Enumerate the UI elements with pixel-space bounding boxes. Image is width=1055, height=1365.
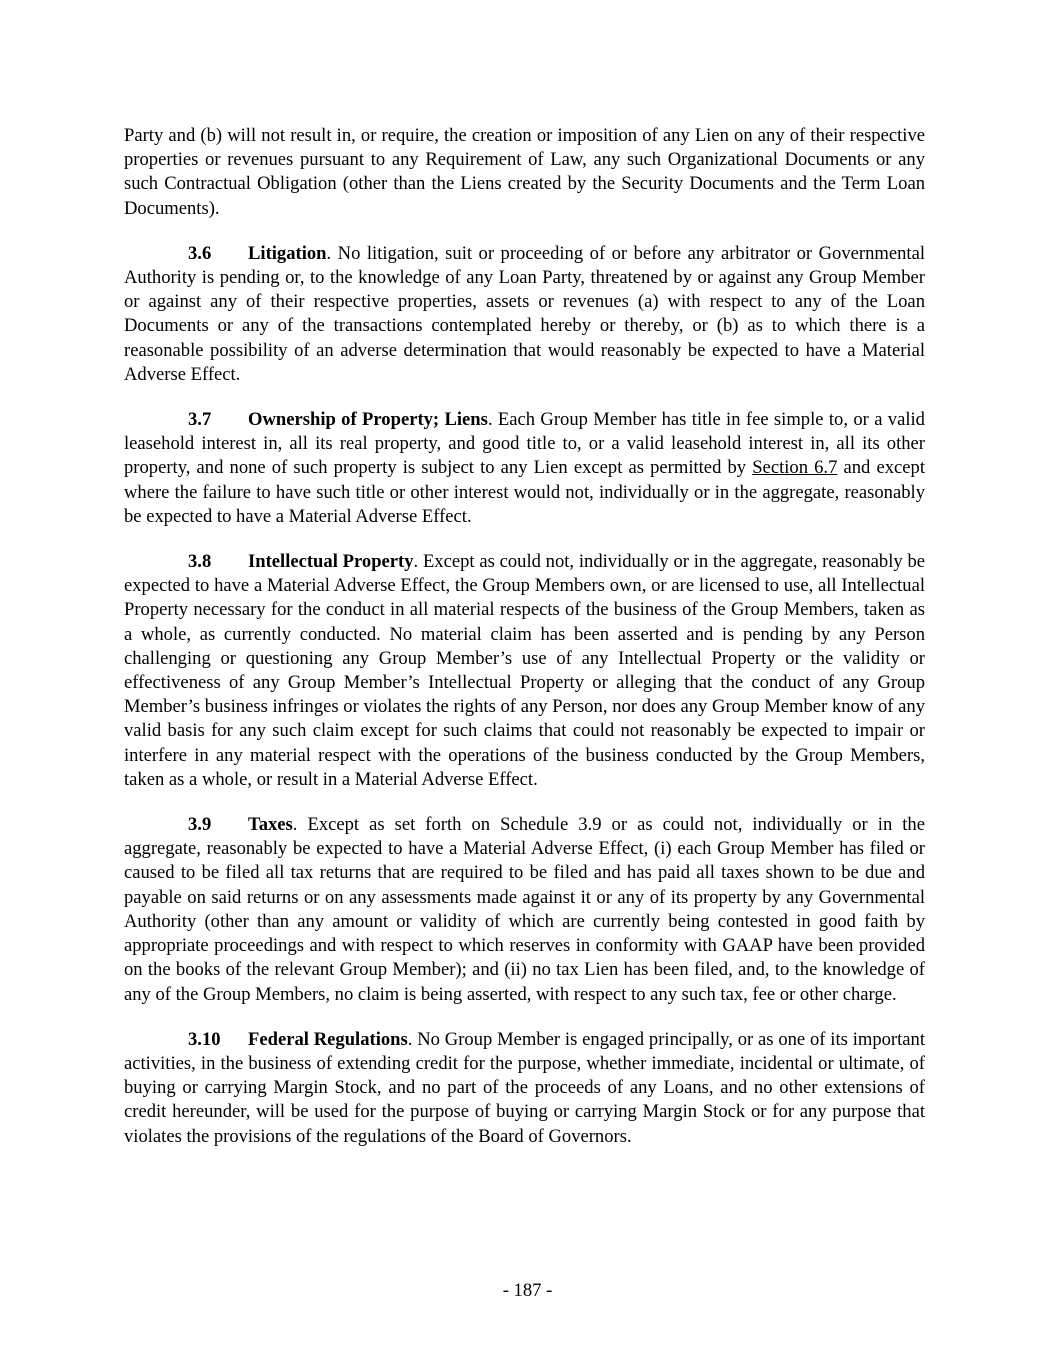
section-reference: Section 6.7 bbox=[752, 457, 838, 479]
section-heading: Intellectual Property bbox=[248, 551, 414, 573]
section-heading: Ownership of Property; Liens bbox=[248, 409, 488, 431]
continuation-paragraph: Party and (b) will not result in, or require, the creation or imposition of any Lien on any of their respective properties or revenues pursuant to any Requirement of Law, any such Organizational Documents or any such Contractual Obligation (other than the Liens created by the Security Documents and the Term Loan Documents). bbox=[124, 125, 925, 219]
section-number: 3.9 bbox=[188, 814, 212, 836]
section-number: 3.7 bbox=[188, 409, 212, 431]
section-heading: Taxes bbox=[248, 814, 293, 836]
section-number: 3.10 bbox=[188, 1028, 221, 1050]
section-3-9 bbox=[124, 813, 925, 1007]
section-3-6 bbox=[124, 242, 925, 387]
page-number: - 187 - bbox=[502, 1280, 553, 1301]
section-body: . Each Group Member has title in fee simple to, or a valid leasehold interest in, all its real property, and good title to, or a valid leasehold interest in, all its other property, and none of such property is subject to any Lien except as permitted by bbox=[124, 409, 925, 479]
section-3-8 bbox=[124, 550, 925, 792]
section-3-10 bbox=[124, 1028, 925, 1149]
section-heading: Federal Regulations bbox=[248, 1028, 408, 1050]
document-page bbox=[124, 124, 925, 1170]
section-3-7 bbox=[124, 408, 925, 529]
section-body-continued: and except where the failure to have such title or other interest would not, individually or in the aggregate, reasonably be expected to have a Material Adverse Effect. bbox=[124, 457, 925, 527]
section-body: . No litigation, suit or proceeding of or before any arbitrator or Governmental Authority is pending or, to the knowledge of any Loan Party, threatened by or against any Group Member or against any of their respective properties, assets or revenues (a) with respect to any of the Loan Documents or any of the transactions contemplated hereby or thereby, or (b) as to which there is a reasonable possibility of an adverse determination that would reasonably be expected to have a Material Adverse Effect. bbox=[124, 242, 925, 385]
section-heading: Litigation bbox=[248, 242, 327, 264]
section-body: . No Group Member is engaged principally, or as one of its important activities, in the business of extending credit for the purpose, whether immediate, incidental or ultimate, of buying or carrying Margin Stock, and no part of the proceeds of any Loans, and no other extensions of credit hereunder, will be used for the purpose of buying or carrying Margin Stock or for any purpose that violates the provisions of the regulations of the Board of Governors. bbox=[124, 1028, 925, 1147]
section-body: . Except as could not, individually or in the aggregate, reasonably be expected to have a Material Adverse Effect, the Group Members own, or are licensed to use, all Intellectual Property necessary for the conduct in all material respects of the business of the Group Members, taken as a whole, as currently conducted. No material claim has been asserted and is pending by any Person challenging or questioning any Group Member’s use of any Intellectual Property or the validity or effectiveness of any Group Member’s Intellectual Property or alleging that the conduct of any Group Member’s business infringes or violates the rights of any Person, nor does any Group Member know of any valid basis for any such claim except for such claims that could not reasonably be expected to impair or interfere in any material respect with the operations of the business conducted by the Group Members, taken as a whole, or result in a Material Adverse Effect. bbox=[124, 551, 925, 790]
section-body: . Except as set forth on Schedule 3.9 or as could not, individually or in the aggregate, reasonably be expected to have a Material Adverse Effect, (i) each Group Member has filed or caused to be filed all tax returns that are required to be filed and has paid all taxes shown to be due and payable on said returns or on any assessments made against it or any of its property by any Governmental Authority (other than any amount or validity of which are currently being contested in good faith by appropriate proceedings and with respect to which reserves in conformity with GAAP have been provided on the books of the relevant Group Member); and (ii) no tax Lien has been filed, and, to the knowledge of any of the Group Members, no claim is being asserted, with respect to any such tax, fee or other charge. bbox=[124, 814, 925, 1005]
section-number: 3.6 bbox=[188, 242, 212, 264]
section-number: 3.8 bbox=[188, 551, 212, 573]
